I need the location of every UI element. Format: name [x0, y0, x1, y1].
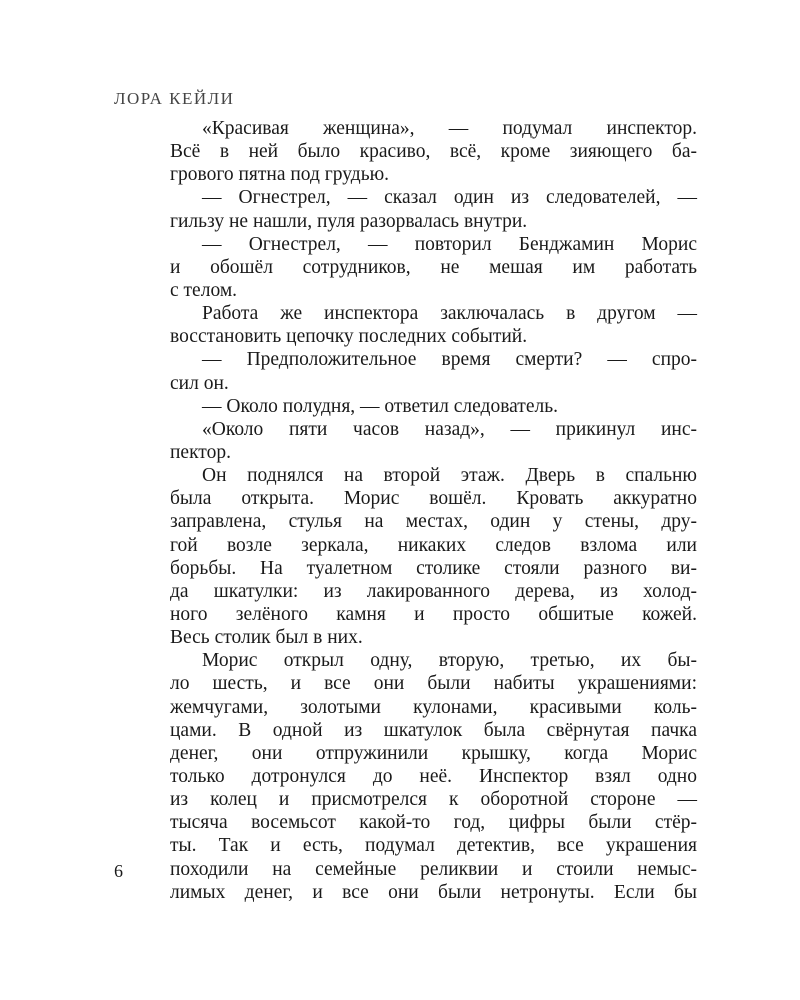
text-line: — Предположительное время смерти? — спро-	[202, 349, 697, 371]
text-line: Работа же инспектора заключалась в другом —	[202, 303, 697, 325]
page-number: 6	[114, 861, 123, 881]
text-line: — Около полудня, — ответил следователь.	[202, 395, 558, 417]
text-line: из колец и присмотрелся к оборотной стороне —	[170, 789, 697, 811]
running-head: ЛОРА КЕЙЛИ	[114, 89, 235, 108]
text-line: восстановить цепочку последних событий.	[170, 326, 528, 348]
text-line: ло шесть, и все они были набиты украшениями:	[170, 673, 697, 695]
text-line: Он поднялся на второй этаж. Дверь в спальню	[202, 465, 697, 487]
text-line: — Огнестрел, — сказал один из следователей, —	[202, 187, 697, 209]
text-line: жемчугами, золотыми кулонами, красивыми коль-	[170, 696, 697, 718]
text-line: лимых денег, и все они были нетронуты. Если бы	[170, 881, 697, 903]
text-line: пектор.	[170, 441, 231, 463]
text-line: ты. Так и есть, подумал детектив, все украшения	[170, 835, 697, 857]
text-line: ного зелёного камня и просто обшитые кожей.	[170, 603, 697, 625]
text-line: да шкатулки: из лакированного дерева, из холод-	[170, 580, 697, 602]
text-line: цами. В одной из шкатулок была свёрнутая пачка	[170, 719, 697, 741]
text-line: гой возле зеркала, никаких следов взлома или	[170, 534, 697, 556]
text-line: только дотронулся до неё. Инспектор взял одно	[170, 765, 697, 787]
text-line: борьбы. На туалетном столике стояли разного ви-	[170, 557, 697, 579]
text-line: грового пятна под грудью.	[170, 164, 390, 186]
text-line: Всё в ней было красиво, всё, кроме зияющего ба-	[170, 141, 697, 163]
text-line: заправлена, стулья на местах, один у стены, дру-	[170, 511, 697, 533]
text-line: была открыта. Морис вошёл. Кровать аккуратно	[170, 488, 697, 510]
text-line: «Около пяти часов назад», — прикинул инс-	[202, 418, 697, 440]
text-line: походили на семейные реликвии и стоили немыс-	[170, 858, 697, 880]
text-line: тысяча восемьсот какой-то год, цифры были стёр-	[170, 812, 697, 834]
text-line: Весь столик был в них.	[170, 627, 363, 649]
text-line: денег, они отпружинили крышку, когда Морис	[170, 742, 697, 764]
text-line: сил он.	[170, 372, 229, 394]
body-text	[170, 117, 697, 904]
text-line: — Огнестрел, — повторил Бенджамин Морис	[202, 233, 697, 255]
text-line: гильзу не нашли, пуля разорвалась внутри.	[170, 210, 528, 232]
text-line: с телом.	[170, 279, 238, 301]
text-line: Морис открыл одну, вторую, третью, их бы-	[202, 650, 697, 672]
text-line: «Красивая женщина», — подумал инспектор.	[202, 118, 697, 139]
text-line: и обошёл сотрудников, не мешая им работать	[170, 256, 697, 278]
